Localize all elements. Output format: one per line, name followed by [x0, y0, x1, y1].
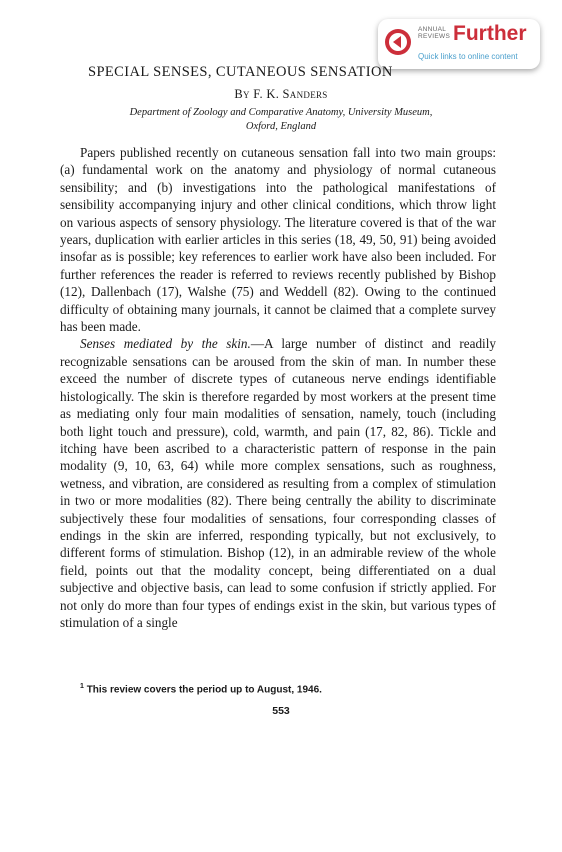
further-label[interactable]: Further	[453, 22, 527, 45]
quick-links-label[interactable]: Quick links to online content	[418, 52, 518, 61]
annual-label: ANNUAL	[418, 26, 447, 33]
paragraph-2-heading: Senses mediated by the skin.	[80, 336, 251, 352]
affiliation	[0, 106, 562, 134]
affiliation-line-2: Oxford, England	[245, 121, 317, 132]
paragraph-1: Papers published recently on cutaneous sensation fall into two main groups: (a) fundamental work on the anatomy and physiology of normal cutaneous sensibility; and (b) investigations into the pathological manifestations of sensibility accompanying injury and other clinical conditions, which throw light on various aspects of sensory physiology. The literature covered is that of the war years, duplication with earlier articles in this series (18, 49, 50, 91) being avoided insofar as is possible; key references to earlier work have also been included. For further references the reader is referred to reviews recently published by Bishop (12), Dallenbach (17), Walshe (75) and Weddell (82). Owing to the continued difficulty of obtaining many journals, it cannot be claimed that a complete survey has been made.	[60, 145, 496, 335]
reviews-label: REVIEWS	[418, 33, 451, 40]
article-title: SPECIAL SENSES, CUTANEOUS SENSATION	[88, 64, 393, 80]
annual-reviews-logo-icon	[384, 28, 412, 56]
page-number: 553	[272, 705, 290, 717]
footnote	[80, 683, 322, 695]
paragraph-2	[60, 335, 496, 631]
author-name: F. K. Sanders	[253, 87, 328, 101]
footnote-text: This review covers the period up to August, 1946.	[86, 684, 322, 696]
affiliation-line-1: Department of Zoology and Comparative Anatomy, University Museum,	[129, 107, 433, 118]
article-body	[60, 144, 496, 631]
author-line	[0, 87, 562, 102]
further-banner[interactable]	[378, 19, 540, 69]
paragraph-2-text: —A large number of distinct and readily recognizable sensations can be aroused from the skin of man. In number these exceed the number of discrete types of cutaneous nerve endings identifiable histologically. The skin is therefore regarded by most workers at the present time as mediating only four main modalities of sensation, namely, touch (including both light touch and pressure), cold, warmth, and pain (17, 82, 86). Tickle and itching have been ascribed to a characteristic pattern of response in the pain modality (9, 10, 63, 64) while more complex sensations, such as roughness, wetness, and vibration, are considered as resulting from a complex of stimulation in two or more modalities (82). There being centrally the ability to discriminate subjectively these four modalities of sensations, four corresponding classes of endings in the skin are inferred, responding typically, but not exclusively, to different forms of stimulation. Bishop (12), in an admirable review of the whole field, points out that the modality concept, being differentiated on a dual subjective and objective basis, can lead to some confusion if strictly applied. For not only do more than four types of endings exist in the skin, but various types of stimulation of a single	[60, 336, 496, 630]
annual-reviews-label	[418, 26, 450, 40]
footnote-marker: 1	[80, 683, 84, 690]
author-prefix: By	[234, 87, 250, 101]
